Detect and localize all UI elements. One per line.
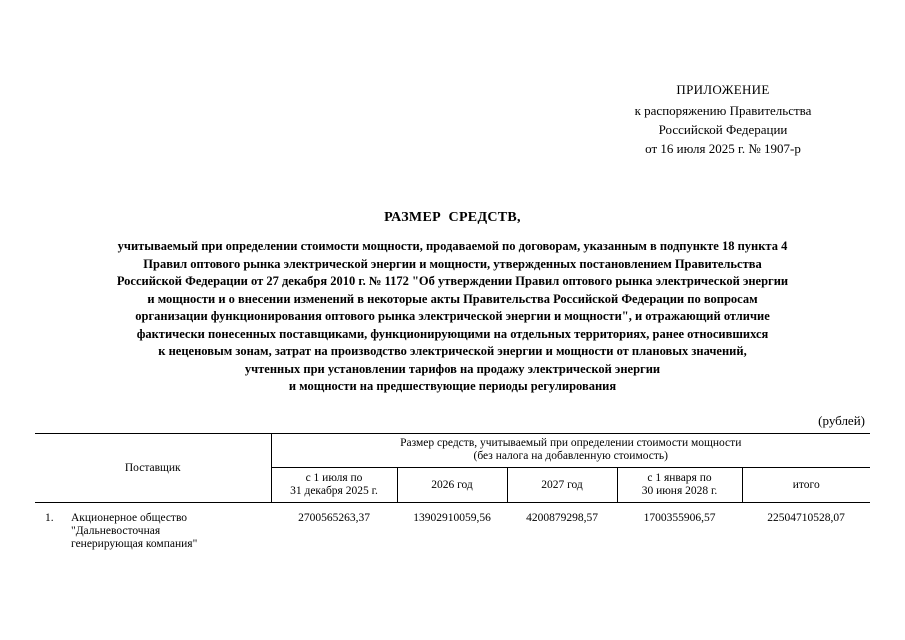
subtitle-line: учтенных при установлении тарифов на продажу электрической энергии <box>244 361 661 376</box>
group-header <box>271 434 870 468</box>
funds-table <box>35 433 870 551</box>
annex-line-3: от 16 июля 2025 г. № 1907-р <box>645 141 801 156</box>
subtitle-line: Российской Федерации от 27 декабря 2010 г. № 1172 "Об утверждении Правил оптового рынка электрической энергии <box>116 274 789 288</box>
value-h1-2028: 1700355906,57 <box>643 512 716 524</box>
supplier-name-line: Акционерное общество <box>71 512 188 524</box>
subtitle-line: организации функционирования оптового рынка электрической энергии и мощности", и отражающий отличие <box>135 309 770 323</box>
column-header-line: 2026 год <box>431 478 473 491</box>
column-header-line: 31 декабря 2025 г. <box>290 485 378 497</box>
annex-line-1: к распоряжению Правительства <box>634 103 812 118</box>
column-header-h1-2028 <box>617 468 742 503</box>
subtitle-line: Правил оптового рынка электрической энергии и мощности, утвержденных постановлением Правительства <box>143 256 762 271</box>
value-h2-2025: 2700565263,37 <box>298 512 370 524</box>
document-title: РАЗМЕР СРЕДСТВ, <box>384 210 521 225</box>
annex-block <box>603 80 843 158</box>
value-2026: 13902910059,56 <box>413 512 491 524</box>
supplier-name-line: "Дальневосточная <box>71 525 161 537</box>
column-header-line: итого <box>792 478 820 491</box>
supplier-name <box>71 512 197 551</box>
subtitle-line: к неценовым зонам, затрат на производство электрической энергии и мощности от плановых значений, <box>158 344 747 358</box>
column-header-total <box>742 468 870 503</box>
subtitle-line: и мощности на предшествующие периоды регулирования <box>288 379 617 393</box>
supplier-cell-layout <box>37 512 197 551</box>
subtitle-line: и мощности и о внесении изменений в некоторые акты Правительства Российской Федерации по вопросам <box>147 291 758 306</box>
column-header-line: 2027 год <box>541 478 583 491</box>
supplier-cell <box>35 503 271 552</box>
row-index: 1. <box>45 512 54 524</box>
value-2027: 4200879298,57 <box>526 512 598 524</box>
subtitle-line: фактически понесенных поставщиками, функционирующими на отдельных территориях, ранее относившихся <box>136 326 769 341</box>
subtitle-line: учитываемый при определении стоимости мощности, продаваемой по договорам, указанным в подпункте 18 пункта 4 <box>117 239 788 253</box>
column-header-line: с 1 января по <box>647 472 712 484</box>
document-subtitle <box>40 238 865 396</box>
table-row <box>35 503 870 552</box>
column-header-line: с 1 июля по <box>305 472 363 484</box>
annex-heading: ПРИЛОЖЕНИЕ <box>676 82 770 97</box>
supplier-name-line: генерирующая компания" <box>71 538 198 550</box>
column-header-h2-2025 <box>271 468 397 503</box>
column-header-line: 30 июня 2028 г. <box>641 485 718 497</box>
supplier-header: Поставщик <box>35 434 271 503</box>
column-header-2027 <box>507 468 617 503</box>
group-header-line-1: Размер средств, учитываемый при определении стоимости мощности <box>400 437 742 449</box>
column-header-2026 <box>397 468 507 503</box>
value-total: 22504710528,07 <box>767 512 845 524</box>
group-header-line-2: (без налога на добавленную стоимость) <box>473 450 668 462</box>
annex-line-2: Российской Федерации <box>658 122 788 137</box>
unit-label: (рублей) <box>818 413 865 428</box>
